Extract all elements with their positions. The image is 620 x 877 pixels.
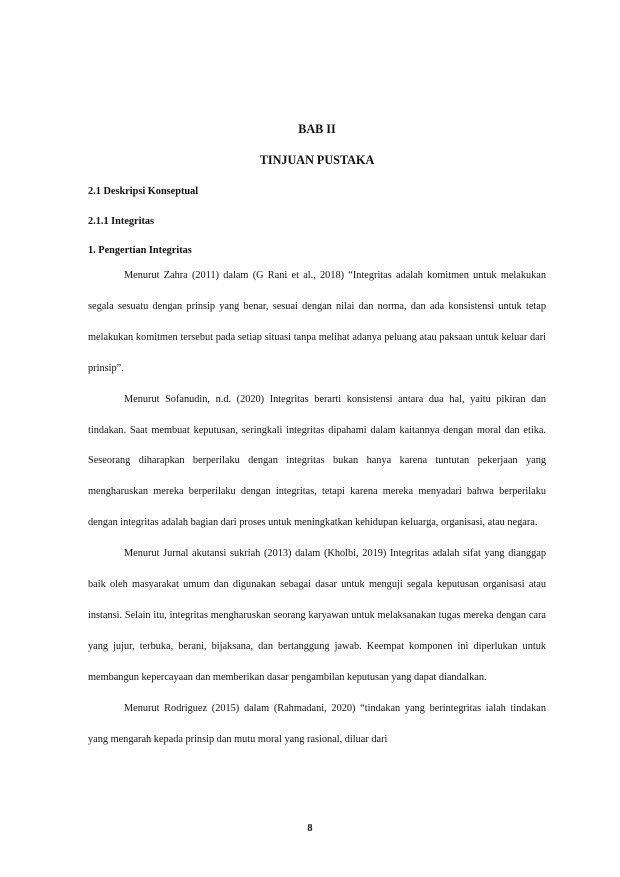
chapter-number: BAB II: [298, 122, 336, 136]
chapter-title: TINJUAN PUSTAKA: [259, 153, 375, 167]
subsection-heading: 2.1.1 Integritas: [88, 216, 155, 227]
subsubsection-heading: 1. Pengertian Integritas: [88, 245, 192, 256]
paragraph: Menurut Sofanudin, n.d. (2020) Integritas berarti konsistensi antara dua hal, yaitu pikiran dan tindakan. Saat membuat keputusan, seringkali integritas dipahami dalam kaitannya dengan moral dan etika. Seseorang diharapkan berperilaku dengan integritas bukan hanya karena tuntutan pekerjaan yang mengharuskan mereka berperilaku dengan integritas, tetapi karena mereka menyadari bahwa berperilaku dengan integritas adalah bagian dari proses untuk meningkatkan kehidupan keluarga, organisasi, atau negara.: [88, 393, 546, 529]
section-heading: 2.1 Deskripsi Konseptual: [88, 186, 199, 197]
paragraph: Menurut Jurnal akutansi sukriah (2013) dalam (Kholbi, 2019) Integritas adalah sifat yang dianggap baik oleh masyarakat umum dan digunakan sebagai dasar untuk menguji segala keputusan organisasi atau instansi. Selain itu, integritas mengharuskan seorang karyawan untuk melaksanakan tugas mereka dengan cara yang jujur, terbuka, berani, bijaksana, dan bertanggung jawab. Keempat komponen ini diperlukan untuk membangun kepercayaan dan memberikan dasar pengambilan keputusan yang dapat diandalkan.: [88, 548, 546, 683]
page-number: 8: [307, 823, 313, 834]
paragraph: Menurut Zahra (2011) dalam (G Rani et al., 2018) “Integritas adalah komitmen untuk melakukan segala sesuatu dengan prinsip yang benar, sesuai dengan nilai dan norma, dan ada konsistensi untuk tetap melakukan komitmen tersebut pada setiap situasi tanpa melihat adanya peluang atau paksaan untuk keluar dari prinsip”.: [88, 270, 546, 374]
body-text: [88, 261, 546, 756]
paragraph: Menurut Rodriguez (2015) dalam (Rahmadani, 2020) “tindakan yang berintegritas ialah tindakan yang mengarah kepada prinsip dan mutu moral yang rasional, diluar dari: [88, 702, 546, 745]
